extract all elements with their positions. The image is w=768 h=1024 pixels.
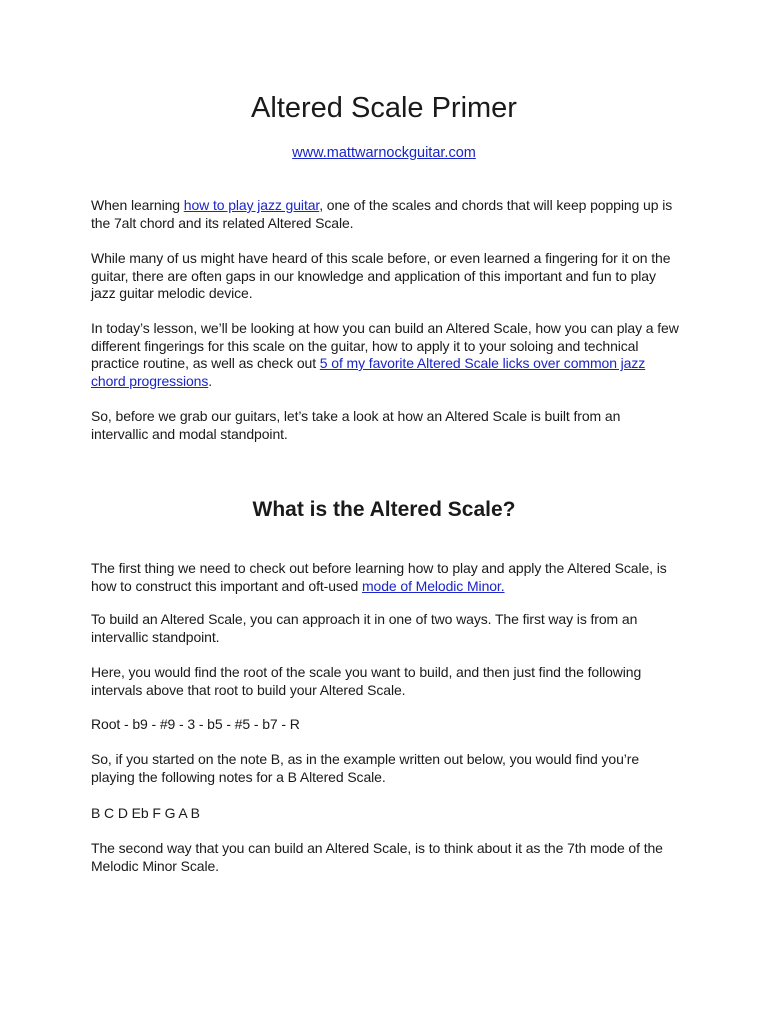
section-paragraph-4: So, if you started on the note B, as in the example written out below, you would find you’re playing the following notes for a B Altered Scale. [91,751,640,785]
intro-p1-text-after: , one of the scales and chords that will keep popping up is the 7alt chord and its related Altered Scale. [91,197,673,231]
section-paragraph-1 [91,560,681,595]
section-heading: What is the Altered Scale? [252,498,516,521]
scale-notes: B C D Eb F G A B [91,805,200,821]
section-p1-text-before: The first thing we need to check out before learning how to play and apply the Altered Scale, is how to construct this important and oft-used [91,560,667,594]
site-link[interactable]: www.mattwarnockguitar.com [292,145,476,161]
intro-paragraph-2: While many of us might have heard of this scale before, or even learned a fingering for it on the guitar, there are often gaps in our knowledge and application of this important and fun to play jazz guitar melodic device. [91,250,671,301]
intro-p1-text-before: When learning [91,197,184,213]
intro-p3-text-before: In today’s lesson, we’ll be looking at how you can build an Altered Scale, how you can play a few different fingerings for this scale on the guitar, how to apply it to your soloing and technical practice routine, as well as check out [91,320,679,371]
intro-paragraph-3 [91,320,681,390]
intro-p3-text-after: . [208,372,213,389]
section-paragraph-5: The second way that you can build an Altered Scale, is to think about it as the 7th mode of the Melodic Minor Scale. [91,840,663,874]
section-paragraph-3: Here, you would find the root of the scale you want to build, and then just find the following intervals above that root to build your Altered Scale. [91,664,642,698]
page-title: Altered Scale Primer [251,92,517,124]
section-paragraph-2: To build an Altered Scale, you can approach it in one of two ways. The first way is from an intervallic standpoint. [91,611,638,645]
intro-paragraph-4: So, before we grab our guitars, let’s take a look at how an Altered Scale is built from an intervallic and modal standpoint. [91,408,621,442]
melodic-minor-link[interactable]: mode of Melodic Minor. [361,577,505,594]
jazz-guitar-link[interactable]: how to play jazz guitar [183,197,320,213]
intro-paragraph-1 [91,197,681,232]
interval-formula: Root - b9 - #9 - 3 - b5 - #5 - b7 - R [91,716,300,732]
site-link-line [0,144,768,162]
altered-licks-link[interactable]: 5 of my favorite Altered Scale licks over common jazz chord progressions [91,355,646,389]
